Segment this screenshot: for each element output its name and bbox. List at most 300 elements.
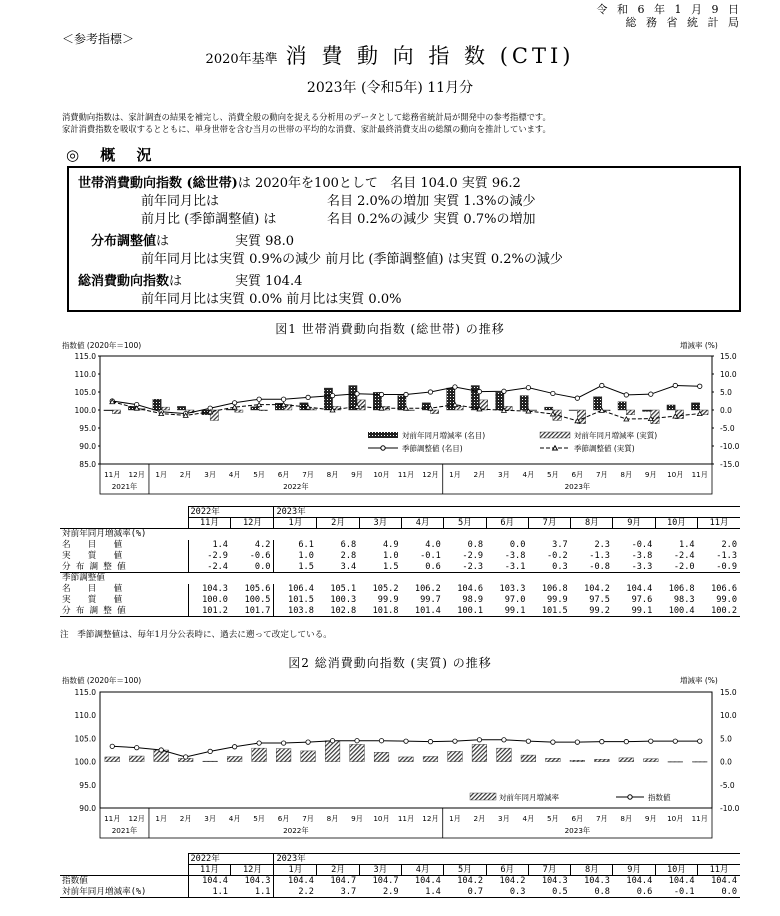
table1-section-seasonal-label: 季節調整値 <box>60 573 740 584</box>
fig2-bar-rate <box>276 749 291 762</box>
table1-yoy-row-cell: -2.4 <box>673 551 695 561</box>
fig2-month-label: 7月 <box>595 814 608 823</box>
reference-indicator-label: ＜参考指標＞ <box>62 32 135 46</box>
table1-seasonal-row-cell: 101.2 <box>188 606 231 617</box>
table1-seasonal-row-cell: 99.9 <box>546 595 568 605</box>
table2 <box>60 853 740 898</box>
table2-index-row-cell: 104.3 <box>528 876 570 887</box>
fig1-bar-nom <box>594 397 602 410</box>
fig1-month-label: 2月 <box>473 470 486 479</box>
summary-total-value: 実質 104.4 <box>235 274 303 289</box>
fig2-month-label: 10月 <box>667 814 684 823</box>
table1-yoy-row-cell: -3.8 <box>631 551 653 561</box>
fig1-month-label: 8月 <box>620 470 633 479</box>
summary-total-changes: 前年同月比は実質 0.0% 前月比は実質 0.0% <box>141 292 402 307</box>
table1-yoy-row-cell: 0.3 <box>552 561 568 572</box>
fig1-month-label: 12月 <box>422 470 439 479</box>
fig2-month-label: 2月 <box>473 814 486 823</box>
table1 <box>60 506 740 617</box>
fig1-bar-nom <box>667 405 675 410</box>
fig1-year-2021: 2021年 <box>111 482 138 491</box>
table2-index-row-label: 指数値 <box>60 876 188 887</box>
table1-yoy-row-cell: -1.3 <box>589 551 610 561</box>
fig2-bar-rate <box>105 757 120 762</box>
fig2-month-label: 7月 <box>302 814 314 823</box>
table1-seasonal-row-cell: 104.2 <box>584 584 610 594</box>
fig1-point-nominal <box>526 385 530 389</box>
fig2-month-label: 9月 <box>351 814 363 823</box>
table1-seasonal-row-cell: 100.0 <box>188 595 231 606</box>
summary-distribution-value: 実質 98.0 <box>235 234 295 249</box>
fig1-point-nominal <box>477 389 481 393</box>
summary-household-values: 名目 104.0 実質 96.2 <box>390 176 521 191</box>
table2-month-header: 2月 <box>317 865 359 876</box>
fig1-legend-nominal-rate: 対前年同月増減率 (名目) <box>402 431 486 440</box>
fig2-bar-rate <box>423 756 438 761</box>
table1-seasonal-row-cell: 106.8 <box>668 584 695 594</box>
fig2-left-tick: 105.0 <box>74 734 96 744</box>
fig2-bar-rate <box>497 748 512 761</box>
fig1-right-axis-label: 増減率 (%) <box>680 341 718 350</box>
fig1-month-label: 10月 <box>373 470 390 479</box>
summary-total-ha: は <box>169 274 183 289</box>
table1-seasonal-row-cell: 98.3 <box>673 595 695 605</box>
fig1-point-nominal <box>698 384 702 388</box>
table1-note: 注 季節調整値は、毎年1月分公表時に、過去に遡って改定している。 <box>60 630 332 640</box>
fig1-left-tick: 90.0 <box>79 442 96 451</box>
table2-month-header: 6月 <box>486 865 528 876</box>
table2-month-header: 5月 <box>444 865 486 876</box>
table1-yoy-row-cell: -2.9 <box>462 551 484 561</box>
table1-month-header: 11月 <box>188 518 231 529</box>
fig2-right-tick: -5.0 <box>720 780 735 790</box>
table1-yoy-row-label: 分 布 調 整 値 <box>62 561 126 572</box>
table1-month-header: 7月 <box>528 518 570 529</box>
table1-yoy-row-cell: 1.5 <box>274 562 317 573</box>
table1-year-2022: 2022年 <box>188 507 274 518</box>
fig1-point-nominal <box>649 392 653 396</box>
fig1-bar-nom <box>618 402 626 410</box>
fig1-month-label: 6月 <box>571 470 584 479</box>
fig2-right-axis-label: 増減率 (%) <box>680 676 718 685</box>
fig1-point-nominal <box>600 383 604 387</box>
table1-corner-2 <box>60 518 188 529</box>
table1-yoy-row-cell: -2.0 <box>673 561 695 572</box>
fig2-point-index <box>404 739 408 743</box>
table1-section-yoy <box>60 529 740 540</box>
fig2-month-label: 4月 <box>522 814 535 823</box>
table1-seasonal-row-label: 名 目 値 <box>62 584 123 594</box>
table1-seasonal-row-cell: 106.4 <box>274 584 317 595</box>
table1-seasonal-row-label: 分 布 調 整 値 <box>60 606 188 617</box>
fig2-bar-rate <box>521 755 536 761</box>
fig1-year-2022: 2022年 <box>283 482 309 491</box>
fig1-bar-nom <box>251 407 259 410</box>
fig2-point-index <box>526 739 530 743</box>
fig2-point-index <box>355 739 359 743</box>
summary-yoy-label: 前年同月比は <box>141 194 220 209</box>
fig1-bar-nom <box>691 403 699 410</box>
table1-yoy-row-cell: 3.4 <box>340 561 357 572</box>
table1-seasonal-row-cell: 106.6 <box>711 584 737 594</box>
fig2-point-index <box>183 755 187 759</box>
fig1-month-axis-frame <box>100 464 712 494</box>
fig2-month-label: 12月 <box>128 814 145 823</box>
table1-yoy-row-cell: -0.8 <box>589 561 610 572</box>
table1-seasonal-row-cell: 100.3 <box>330 595 357 605</box>
table2-month-row <box>60 865 740 876</box>
fig1-month-label: 4月 <box>228 470 241 479</box>
table1-seasonal-row-cell: 100.5 <box>244 595 271 605</box>
table1-seasonal-row-cell: 103.3 <box>499 584 526 594</box>
summary-household-base: は 2020年を100として <box>237 176 378 191</box>
table2-index-row-cell: 104.4 <box>402 876 444 887</box>
fig2-bar-rate <box>203 761 218 762</box>
fig1-bar-real <box>651 410 659 424</box>
table2-index-row-cell: 104.3 <box>571 876 613 887</box>
fig1-left-tick: 95.0 <box>79 424 96 433</box>
fig2-bar-rate <box>325 741 340 762</box>
fig2-bar-rate <box>643 759 658 762</box>
table2-index-row-cell: 104.4 <box>655 876 697 887</box>
fig2-left-tick: 115.0 <box>74 688 96 697</box>
table2-month-header: 7月 <box>528 865 570 876</box>
table2-yoy-row-cell: 2.2 <box>274 887 317 898</box>
table2-index-row-cell: 104.2 <box>444 876 486 887</box>
page-title <box>0 40 780 70</box>
table2-index-row-cell: 104.3 <box>231 876 274 887</box>
table1-seasonal-row-label: 実 質 値 <box>62 595 123 605</box>
summary-distribution-ha: は <box>156 234 170 249</box>
release-date-block <box>597 3 742 29</box>
fig1-right-tick: -15.0 <box>720 460 740 469</box>
fig2-month-label: 6月 <box>571 814 584 823</box>
figure2-chart <box>0 672 780 842</box>
fig2-point-index <box>649 739 653 743</box>
table2-month-header: 1月 <box>274 865 317 876</box>
fig1-right-tick: 0.0 <box>720 406 732 415</box>
table1-seasonal-row-cell: 100.1 <box>444 606 486 617</box>
fig2-month-label: 1月 <box>155 814 168 823</box>
fig1-left-tick: 100.0 <box>74 406 96 415</box>
fig2-right-tick: -10.0 <box>720 804 740 813</box>
table1-yoy-row-cell: -3.1 <box>504 561 526 572</box>
table1-seasonal-row-cell: 100.4 <box>655 606 697 617</box>
fig2-right-tick: 0.0 <box>720 757 732 767</box>
fig2-point-index <box>159 748 163 752</box>
table1-seasonal-row-cell: 101.8 <box>359 606 401 617</box>
fig1-left-tick: 115.0 <box>74 352 96 361</box>
table1-year-2023: 2023年 <box>274 507 740 518</box>
table1-month-header: 6月 <box>486 518 528 529</box>
table1-seasonal-row <box>60 606 740 617</box>
fig1-bar-real <box>112 410 120 414</box>
table1-month-header: 9月 <box>613 518 655 529</box>
fig2-month-label: 11月 <box>397 814 415 823</box>
fig2-plot-frame <box>100 692 712 808</box>
table1-seasonal-row-cell: 101.4 <box>402 606 444 617</box>
table1-seasonal-row-cell: 97.6 <box>631 595 653 605</box>
table1-corner <box>60 507 188 518</box>
fig1-bar-nom <box>153 399 161 410</box>
table2-yoy-row <box>60 887 740 898</box>
fig1-month-label: 6月 <box>277 470 290 479</box>
fig1-bar-nom <box>177 406 185 410</box>
table1-seasonal-row-cell: 98.9 <box>462 595 484 605</box>
fig2-left-tick: 110.0 <box>74 711 96 721</box>
table1-yoy-row-cell: 6.8 <box>340 540 357 550</box>
table1-seasonal-row-cell: 106.2 <box>414 584 441 594</box>
fig1-bar-nom <box>545 407 553 410</box>
table1-yoy-row-cell: 4.2 <box>254 540 271 550</box>
fig2-month-label: 5月 <box>546 814 559 823</box>
table1-yoy-row-label: 実 質 値 <box>62 551 123 561</box>
table1-yoy-row-cell: 0.0 <box>254 561 271 572</box>
summary-mom-label: 前月比 (季節調整値) は <box>141 212 277 227</box>
table1-seasonal-row-cell: 104.4 <box>626 584 653 594</box>
fig2-month-label: 6月 <box>277 814 290 823</box>
fig2-point-index <box>330 739 334 743</box>
fig1-month-label: 12月 <box>128 470 145 479</box>
table1-seasonal-row-cell: 105.2 <box>372 584 399 594</box>
fig1-bar-nom <box>496 392 504 410</box>
table1-seasonal-row-cell: 99.1 <box>486 606 528 617</box>
table1-yoy-row-cell: -0.1 <box>420 551 441 561</box>
table2-month-header: 4月 <box>402 865 444 876</box>
table2-index-row <box>60 876 740 887</box>
table2-month-header: 11月 <box>698 865 740 876</box>
fig2-point-index <box>257 741 261 745</box>
fig1-point-nominal <box>379 392 383 396</box>
fig2-point-index <box>698 739 702 743</box>
fig1-bar-real <box>259 410 267 411</box>
table1-seasonal-row-cell: 99.2 <box>571 606 613 617</box>
table1-yoy-row <box>60 562 740 573</box>
release-date: 令 和 6 年 1 月 9 日 <box>596 3 742 16</box>
fig1-legend-marker-nominal <box>381 446 385 450</box>
fig2-right-tick: 15.0 <box>720 688 737 697</box>
figure1-title: 図1 世帯消費動向指数 (総世帯) の推移 <box>275 322 505 336</box>
fig2-legend-swatch-rate <box>470 793 496 800</box>
fig2-right-tick: 10.0 <box>720 711 737 721</box>
table1-month-header: 1月 <box>274 518 317 529</box>
fig1-bar-nom <box>642 410 650 411</box>
fig2-bar-rate <box>594 759 609 761</box>
fig2-month-label: 8月 <box>326 814 339 823</box>
fig2-month-label: 10月 <box>373 814 390 823</box>
table1-month-header: 3月 <box>359 518 401 529</box>
fig2-month-axis-frame <box>100 808 712 838</box>
fig1-month-label: 4月 <box>522 470 535 479</box>
table1-seasonal-row-cell: 97.5 <box>589 595 610 605</box>
table1-seasonal-row-cell: 99.7 <box>420 595 441 605</box>
table2-month-header: 11月 <box>188 865 231 876</box>
fig1-point-nominal <box>428 390 432 394</box>
table1-yoy-row-cell: -2.9 <box>188 551 231 562</box>
fig1-point-nominal <box>281 397 285 401</box>
fig2-bar-rate <box>301 751 316 762</box>
summary-household-heading: 世帯消費動向指数 (総世帯) <box>78 176 238 191</box>
table2-month-header: 8月 <box>571 865 613 876</box>
table2-index-row-cell: 104.4 <box>613 876 655 887</box>
fig1-legend-swatch-real-rate <box>540 432 570 438</box>
fig1-bar-nom <box>520 396 528 410</box>
fig1-point-nominal <box>575 396 579 400</box>
fig1-point-nominal <box>306 395 310 399</box>
table1-month-header: 2月 <box>317 518 359 529</box>
table2-index-row-cell: 104.4 <box>698 876 740 887</box>
table2-month-header: 9月 <box>613 865 655 876</box>
table2-yoy-row-cell: 0.8 <box>571 887 613 898</box>
table1-yoy-row-cell: 4.9 <box>382 540 399 550</box>
fig1-right-tick: -10.0 <box>720 442 740 451</box>
fig2-point-index <box>600 739 604 743</box>
table1-yoy-row-cell: 1.0 <box>274 551 317 562</box>
intro-text <box>62 111 551 135</box>
fig1-point-nominal <box>673 383 677 387</box>
fig1-legend-swatch-nominal-rate <box>368 432 398 438</box>
fig2-point-index <box>379 739 383 743</box>
table2-index-row-cell: 104.2 <box>486 876 528 887</box>
figure1-chart <box>0 336 780 506</box>
fig2-month-label: 3月 <box>498 814 510 823</box>
fig2-point-index <box>428 739 432 743</box>
table1-year-row <box>60 507 740 518</box>
fig2-point-index <box>135 745 139 749</box>
intro-line-1: 消費動向指数は、家計調査の結果を補完し、消費全般の動向を捉える分析用のデータとして総務省統計局が開発中の参考指標です。 <box>62 112 551 122</box>
fig1-point-nominal <box>502 389 506 393</box>
fig2-point-index <box>306 740 310 744</box>
fig2-bar-rate <box>129 756 144 762</box>
table2-corner <box>60 854 188 865</box>
fig2-point-index <box>551 740 555 744</box>
table1-seasonal-row-cell: 103.8 <box>274 606 317 617</box>
table2-year-row <box>60 854 740 865</box>
fig1-right-tick: 10.0 <box>720 370 737 379</box>
table1-yoy-row-cell: 3.7 <box>552 540 568 550</box>
table1-seasonal-row-cell: 104.3 <box>188 584 231 595</box>
table1-seasonal-row-cell: 101.5 <box>528 606 570 617</box>
table1-yoy-row-cell: 2.8 <box>340 551 357 561</box>
table1-seasonal-row-cell: 102.8 <box>317 606 359 617</box>
table1-seasonal-row-cell: 104.6 <box>457 584 484 594</box>
table1-yoy-row-cell: -2.3 <box>462 561 484 572</box>
table2-yoy-row-cell: 1.4 <box>402 887 444 898</box>
table2-yoy-row-cell: 1.1 <box>231 887 274 898</box>
fig2-point-index <box>477 738 481 742</box>
table1-seasonal-row-cell: 105.6 <box>244 584 271 594</box>
fig2-year-2023: 2023年 <box>564 826 591 835</box>
table2-yoy-row-cell: 0.5 <box>528 887 570 898</box>
fig2-point-index <box>453 739 457 743</box>
fig2-month-label: 9月 <box>644 814 657 823</box>
table2-index-row-cell: 104.4 <box>188 876 231 887</box>
fig1-month-label: 1月 <box>155 470 168 479</box>
table2-yoy-row-cell: 2.9 <box>359 887 401 898</box>
table1-yoy-row-cell: -1.3 <box>716 551 737 561</box>
fig1-month-label: 10月 <box>667 470 684 479</box>
table2-yoy-row-cell: -0.1 <box>655 887 697 898</box>
fig2-bar-rate <box>399 757 414 762</box>
fig1-bar-nom <box>324 388 332 410</box>
table2-month-header: 3月 <box>359 865 401 876</box>
fig2-bar-rate <box>448 751 463 761</box>
fig2-month-label: 8月 <box>620 814 633 823</box>
fig2-month-label: 12月 <box>422 814 439 823</box>
table1-yoy-row-cell: -2.4 <box>188 562 231 573</box>
fig1-bar-real <box>504 406 512 410</box>
fig2-left-tick: 90.0 <box>79 804 96 813</box>
intro-line-2: 家計消費指数を吸収するとともに、単身世帯を含む当月の世帯の平均的な消費、家計最終消費支出の総額の動向を推計しています。 <box>62 124 551 134</box>
table2-year-2023: 2023年 <box>274 854 740 865</box>
table1-seasonal-row-cell: 99.1 <box>613 606 655 617</box>
fig2-legend-index: 指数値 <box>648 793 671 802</box>
publisher: 総 務 省 統 計 局 <box>625 16 742 29</box>
table1-yoy-row-cell: 1.4 <box>679 540 695 550</box>
fig1-month-label: 11月 <box>397 470 415 479</box>
table2-yoy-row-cell: 1.1 <box>188 887 231 898</box>
table2-yoy-row-cell: 0.7 <box>444 887 486 898</box>
fig1-bar-real <box>235 410 243 412</box>
summary-yoy-values: 名目 2.0%の増加 実質 1.3%の減少 <box>327 194 536 209</box>
fig1-month-label: 9月 <box>351 470 363 479</box>
fig2-point-index <box>673 739 677 743</box>
fig1-month-label: 1月 <box>449 470 461 479</box>
fig1-left-tick: 105.0 <box>74 388 96 397</box>
table1-yoy-row-label: 名 目 値 <box>62 540 123 550</box>
table1-yoy-row-cell: -3.3 <box>631 561 653 572</box>
fig1-month-label: 5月 <box>546 470 559 479</box>
table1-yoy-row-cell: 2.0 <box>721 540 737 550</box>
fig1-left-axis-label: 指数値 (2020年＝100) <box>62 341 142 350</box>
table1-month-header: 5月 <box>444 518 486 529</box>
fig2-bar-rate <box>570 760 585 761</box>
table1-seasonal-row-cell: 101.5 <box>274 595 317 606</box>
fig2-bar-rate <box>374 752 389 761</box>
fig1-month-label: 11月 <box>104 470 121 479</box>
fig2-point-index <box>281 741 285 745</box>
fig2-bar-rate <box>692 762 707 763</box>
table1-seasonal-row-cell: 99.9 <box>377 595 399 605</box>
table1-month-row <box>60 518 740 529</box>
fig1-month-label: 9月 <box>644 470 657 479</box>
table1-yoy-row-cell: 2.3 <box>594 540 610 550</box>
table1-yoy-row-cell: -3.8 <box>504 551 526 561</box>
table1-seasonal-row-cell: 100.2 <box>698 606 740 617</box>
table1-seasonal-row <box>60 595 740 606</box>
fig1-month-label: 7月 <box>302 470 314 479</box>
fig1-legend-seasonal-real: 季節調整値 (実質) <box>574 444 635 453</box>
fig1-bar-nom <box>471 386 479 410</box>
fig1-bar-nom <box>104 410 112 411</box>
table2-yoy-row-cell: 0.3 <box>486 887 528 898</box>
title-main: 消 費 動 向 指 数 (CTI) <box>285 44 575 68</box>
table1-yoy-row-cell: 6.1 <box>274 540 317 551</box>
table2-index-row-cell: 104.4 <box>274 876 317 887</box>
table1-yoy-row-cell: 1.5 <box>382 561 399 572</box>
fig1-point-nominal <box>453 385 457 389</box>
fig2-point-index <box>502 738 506 742</box>
fig1-bar-nom <box>569 410 577 411</box>
table1-month-header: 4月 <box>402 518 444 529</box>
table1-seasonal-row-cell: 101.7 <box>231 606 274 617</box>
table1-yoy-row-cell: 4.0 <box>425 540 441 550</box>
fig1-legend-real-rate: 対前年同月増減率 (実質) <box>574 431 658 440</box>
fig2-bar-rate <box>350 744 365 761</box>
fig2-month-label: 3月 <box>204 814 217 823</box>
fig2-bar-rate <box>472 744 487 761</box>
table2-index-row-cell: 104.7 <box>317 876 359 887</box>
